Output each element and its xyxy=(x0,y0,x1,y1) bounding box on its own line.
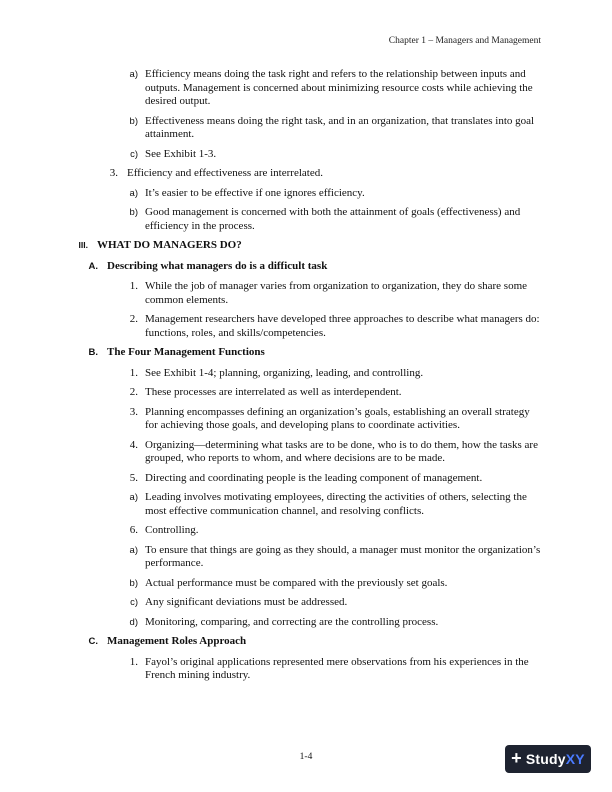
list-item-text: While the job of manager varies from organization to organization, they do share some common elements. xyxy=(145,280,528,306)
list-marker: 1. xyxy=(129,366,138,379)
outline-item-num2 xyxy=(72,406,542,433)
list-marker: c) xyxy=(130,597,138,608)
outline-item-num2 xyxy=(72,280,542,307)
outline-item-num2 xyxy=(72,367,542,381)
list-marker: b) xyxy=(129,207,138,218)
plus-icon: + xyxy=(511,747,522,768)
outline-item-num xyxy=(72,167,542,181)
running-header: Chapter 1 – Managers and Management xyxy=(388,36,541,46)
list-marker: 1. xyxy=(129,280,138,292)
list-marker: 5. xyxy=(129,471,138,484)
list-marker: b) xyxy=(129,577,138,589)
badge-study-text: Study xyxy=(525,751,566,767)
list-marker: 6. xyxy=(129,524,138,536)
outline-item-roman xyxy=(72,239,542,253)
list-item-text: To ensure that things are going as they should, a manager must monitor the organization’s performance. xyxy=(145,543,541,569)
outline-item-num2 xyxy=(72,472,542,486)
list-marker: a) xyxy=(129,187,138,199)
outline-item-num2 xyxy=(72,313,542,340)
section-heading: Management Roles Approach xyxy=(107,635,247,647)
list-item-text: Any significant deviations must be addressed. xyxy=(145,596,348,608)
outline-item-letter xyxy=(72,635,542,649)
list-item-text: Actual performance must be compared with the previously set goals. xyxy=(145,576,448,589)
section-heading: The Four Management Functions xyxy=(107,346,265,358)
outline-item-sub xyxy=(72,577,542,591)
list-item-text: Controlling. xyxy=(145,524,199,536)
list-item-text: These processes are interrelated as well as interdependent. xyxy=(145,386,402,398)
list-marker: 2. xyxy=(129,313,138,325)
outline-item-num2 xyxy=(72,439,542,466)
list-marker: a) xyxy=(129,544,138,556)
list-item-text: Effectiveness means doing the right task, and in an organization, that translates into goal attainment. xyxy=(145,114,535,140)
badge-xy-text: XY xyxy=(565,751,585,767)
list-marker: d) xyxy=(129,616,138,628)
list-marker: 3. xyxy=(109,167,118,179)
list-marker: c) xyxy=(130,148,138,160)
list-item-text: Monitoring, comparing, and correcting are the controlling process. xyxy=(145,615,439,628)
list-marker: 2. xyxy=(129,386,138,398)
outline-item-sub xyxy=(72,68,542,109)
list-item-text: Fayol’s original applications represented mere observations from his experiences in the French mining industry. xyxy=(145,655,529,681)
list-item-text: Efficiency means doing the task right and refers to the relationship between inputs and outputs. Management is concerned about minimizing resource costs while achieving the desired output. xyxy=(145,68,533,107)
list-marker: 1. xyxy=(129,655,138,668)
section-heading: WHAT DO MANAGERS DO? xyxy=(97,239,242,251)
list-marker: C. xyxy=(88,636,98,647)
section-heading: Describing what managers do is a difficult task xyxy=(107,259,328,272)
outline-item-sub xyxy=(72,544,542,571)
list-marker: 3. xyxy=(129,405,138,418)
outline-item-num2 xyxy=(72,386,542,400)
list-marker: 4. xyxy=(129,438,138,451)
list-item-text: Planning encompasses defining an organization’s goals, establishing an overall strategy for achieving those goals, and developing plans to coordinate activities. xyxy=(145,405,530,431)
outline-item-letter xyxy=(72,346,542,360)
studyxy-badge[interactable] xyxy=(505,745,591,773)
list-item-text: Management researchers have developed three approaches to describe what managers do: functions, roles, and skills/competencies. xyxy=(145,313,540,339)
list-item-text: Organizing—determining what tasks are to be done, who is to do them, how the tasks are grouped, who reports to whom, and where decisions are to be made. xyxy=(145,438,538,464)
list-item-text: Directing and coordinating people is the leading component of management. xyxy=(145,471,483,484)
outline-item-sub xyxy=(72,491,542,518)
list-marker: a) xyxy=(129,69,138,80)
list-item-text: See Exhibit 1-3. xyxy=(145,147,217,160)
list-item-text: Good management is concerned with both the attainment of goals (effectiveness) and efficiency in the process. xyxy=(145,206,521,232)
list-item-text: Leading involves motivating employees, directing the activities of others, selecting the most effective communication channel, and resolving conflicts. xyxy=(145,491,527,517)
list-marker: A. xyxy=(88,260,98,272)
list-marker: a) xyxy=(129,492,138,503)
outline-item-num2 xyxy=(72,656,542,683)
list-marker: b) xyxy=(129,115,138,127)
outline-item-sub xyxy=(72,115,542,142)
list-item-text: Efficiency and effectiveness are interrelated. xyxy=(127,167,323,179)
list-marker: B. xyxy=(88,347,98,358)
outline-item-sub xyxy=(72,616,542,630)
list-item-text: See Exhibit 1-4; planning, organizing, leading, and controlling. xyxy=(145,366,424,379)
outline-item-num2 xyxy=(72,524,542,538)
list-marker: III. xyxy=(78,240,88,250)
outline-item-sub xyxy=(72,206,542,233)
document-body xyxy=(72,68,542,689)
list-item-text: It’s easier to be effective if one ignores efficiency. xyxy=(145,186,365,199)
outline-item-letter xyxy=(72,260,542,274)
page-number: 1-4 xyxy=(299,752,313,762)
outline-item-sub xyxy=(72,596,542,610)
outline-item-sub xyxy=(72,187,542,201)
outline-item-sub xyxy=(72,148,542,162)
